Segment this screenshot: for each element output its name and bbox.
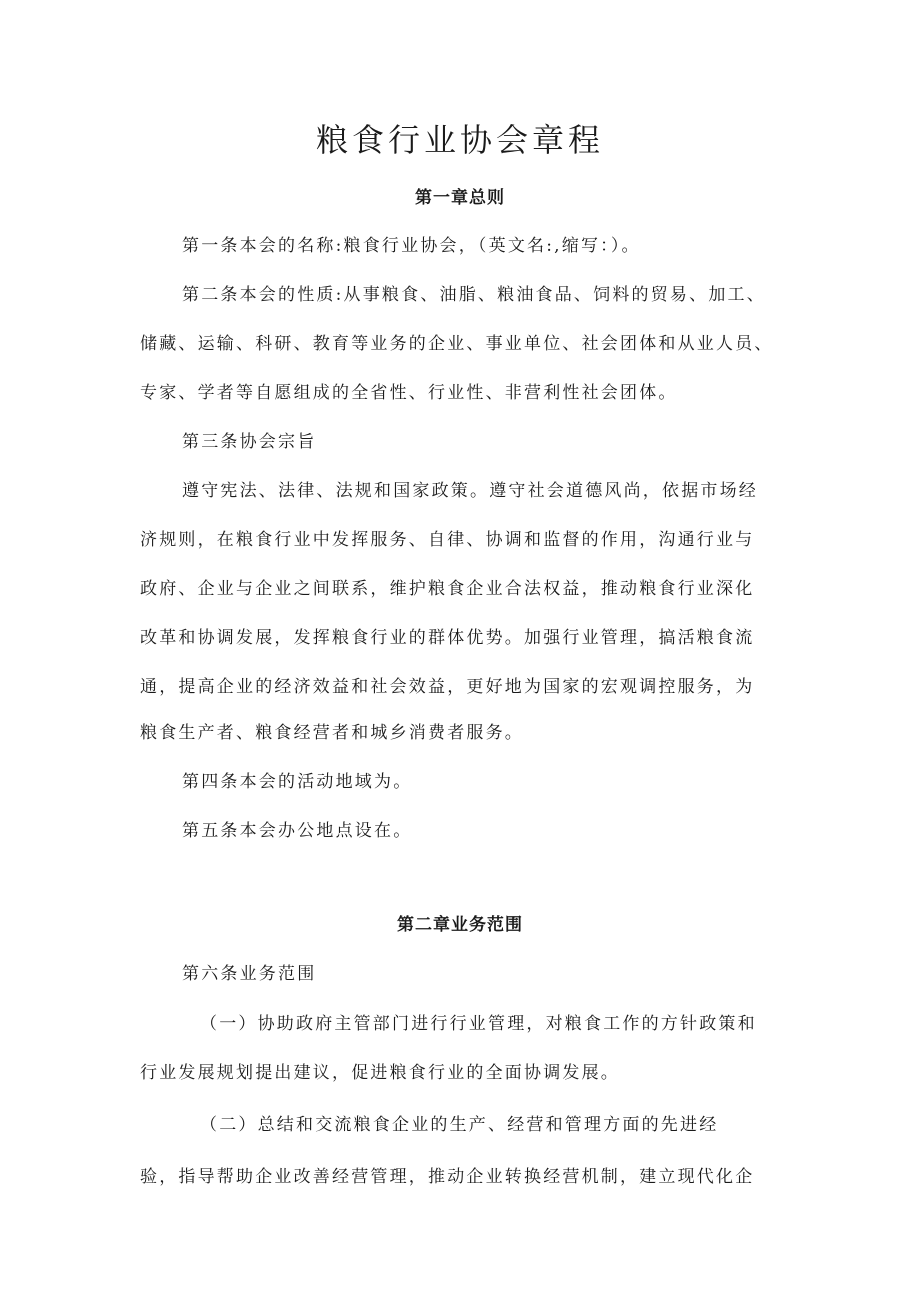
article-3-line-5: 通，提高企业的经济效益和社会效益，更好地为国家的宏观调控服务，为	[140, 677, 755, 697]
article-3-heading: 第三条协会宗旨	[182, 432, 317, 452]
article-6-heading: 第六条业务范围	[182, 964, 317, 984]
article-4: 第四条本会的活动地域为。	[182, 772, 413, 792]
article-3-line-3: 政府、企业与企业之间联系，维护粮食企业合法权益，推动粮食行业深化	[140, 579, 755, 599]
article-2-line-2: 储藏、运输、科研、教育等业务的企业、事业单位、社会团体和从业人员、	[140, 334, 774, 354]
document-title: 粮食行业协会章程	[315, 121, 604, 159]
article-2-line-1: 第二条本会的性质:从事粮食、油脂、粮油食品、饲料的贸易、加工、	[182, 285, 766, 305]
article-3-line-4: 改革和协调发展，发挥粮食行业的群体优势。加强行业管理，搞活粮食流	[140, 628, 755, 648]
article-3-line-1: 遵守宪法、法律、法规和国家政策。遵守社会道德风尚，依据市场经	[182, 481, 758, 501]
article-2-line-3: 专家、学者等自愿组成的全省性、行业性、非营利性社会团体。	[140, 383, 678, 403]
article-1: 第一条本会的名称:粮食行业协会，（英文名:,缩写：）。	[182, 236, 641, 256]
article-6-item-1-line-2: 行业发展规划提出建议，促进粮食行业的全面协调发展。	[140, 1063, 620, 1083]
article-6-item-2-line-2: 验，指导帮助企业改善经营管理，推动企业转换经营机制，建立现代化企	[140, 1167, 755, 1187]
article-6-item-2-line-1: （二）总结和交流粮食企业的生产、经营和管理方面的先进经	[200, 1115, 719, 1135]
chapter-1-heading: 第一章总则	[415, 188, 505, 208]
article-3-line-6: 粮食生产者、粮食经营者和城乡消费者服务。	[140, 723, 524, 743]
article-6-item-1-line-1: （一）协助政府主管部门进行行业管理，对粮食工作的方针政策和	[200, 1014, 757, 1034]
article-3-line-2: 济规则，在粮食行业中发挥服务、自律、协调和监督的作用，沟通行业与	[140, 530, 755, 550]
article-5: 第五条本会办公地点设在。	[182, 821, 413, 841]
chapter-2-heading: 第二章业务范围	[397, 915, 523, 935]
